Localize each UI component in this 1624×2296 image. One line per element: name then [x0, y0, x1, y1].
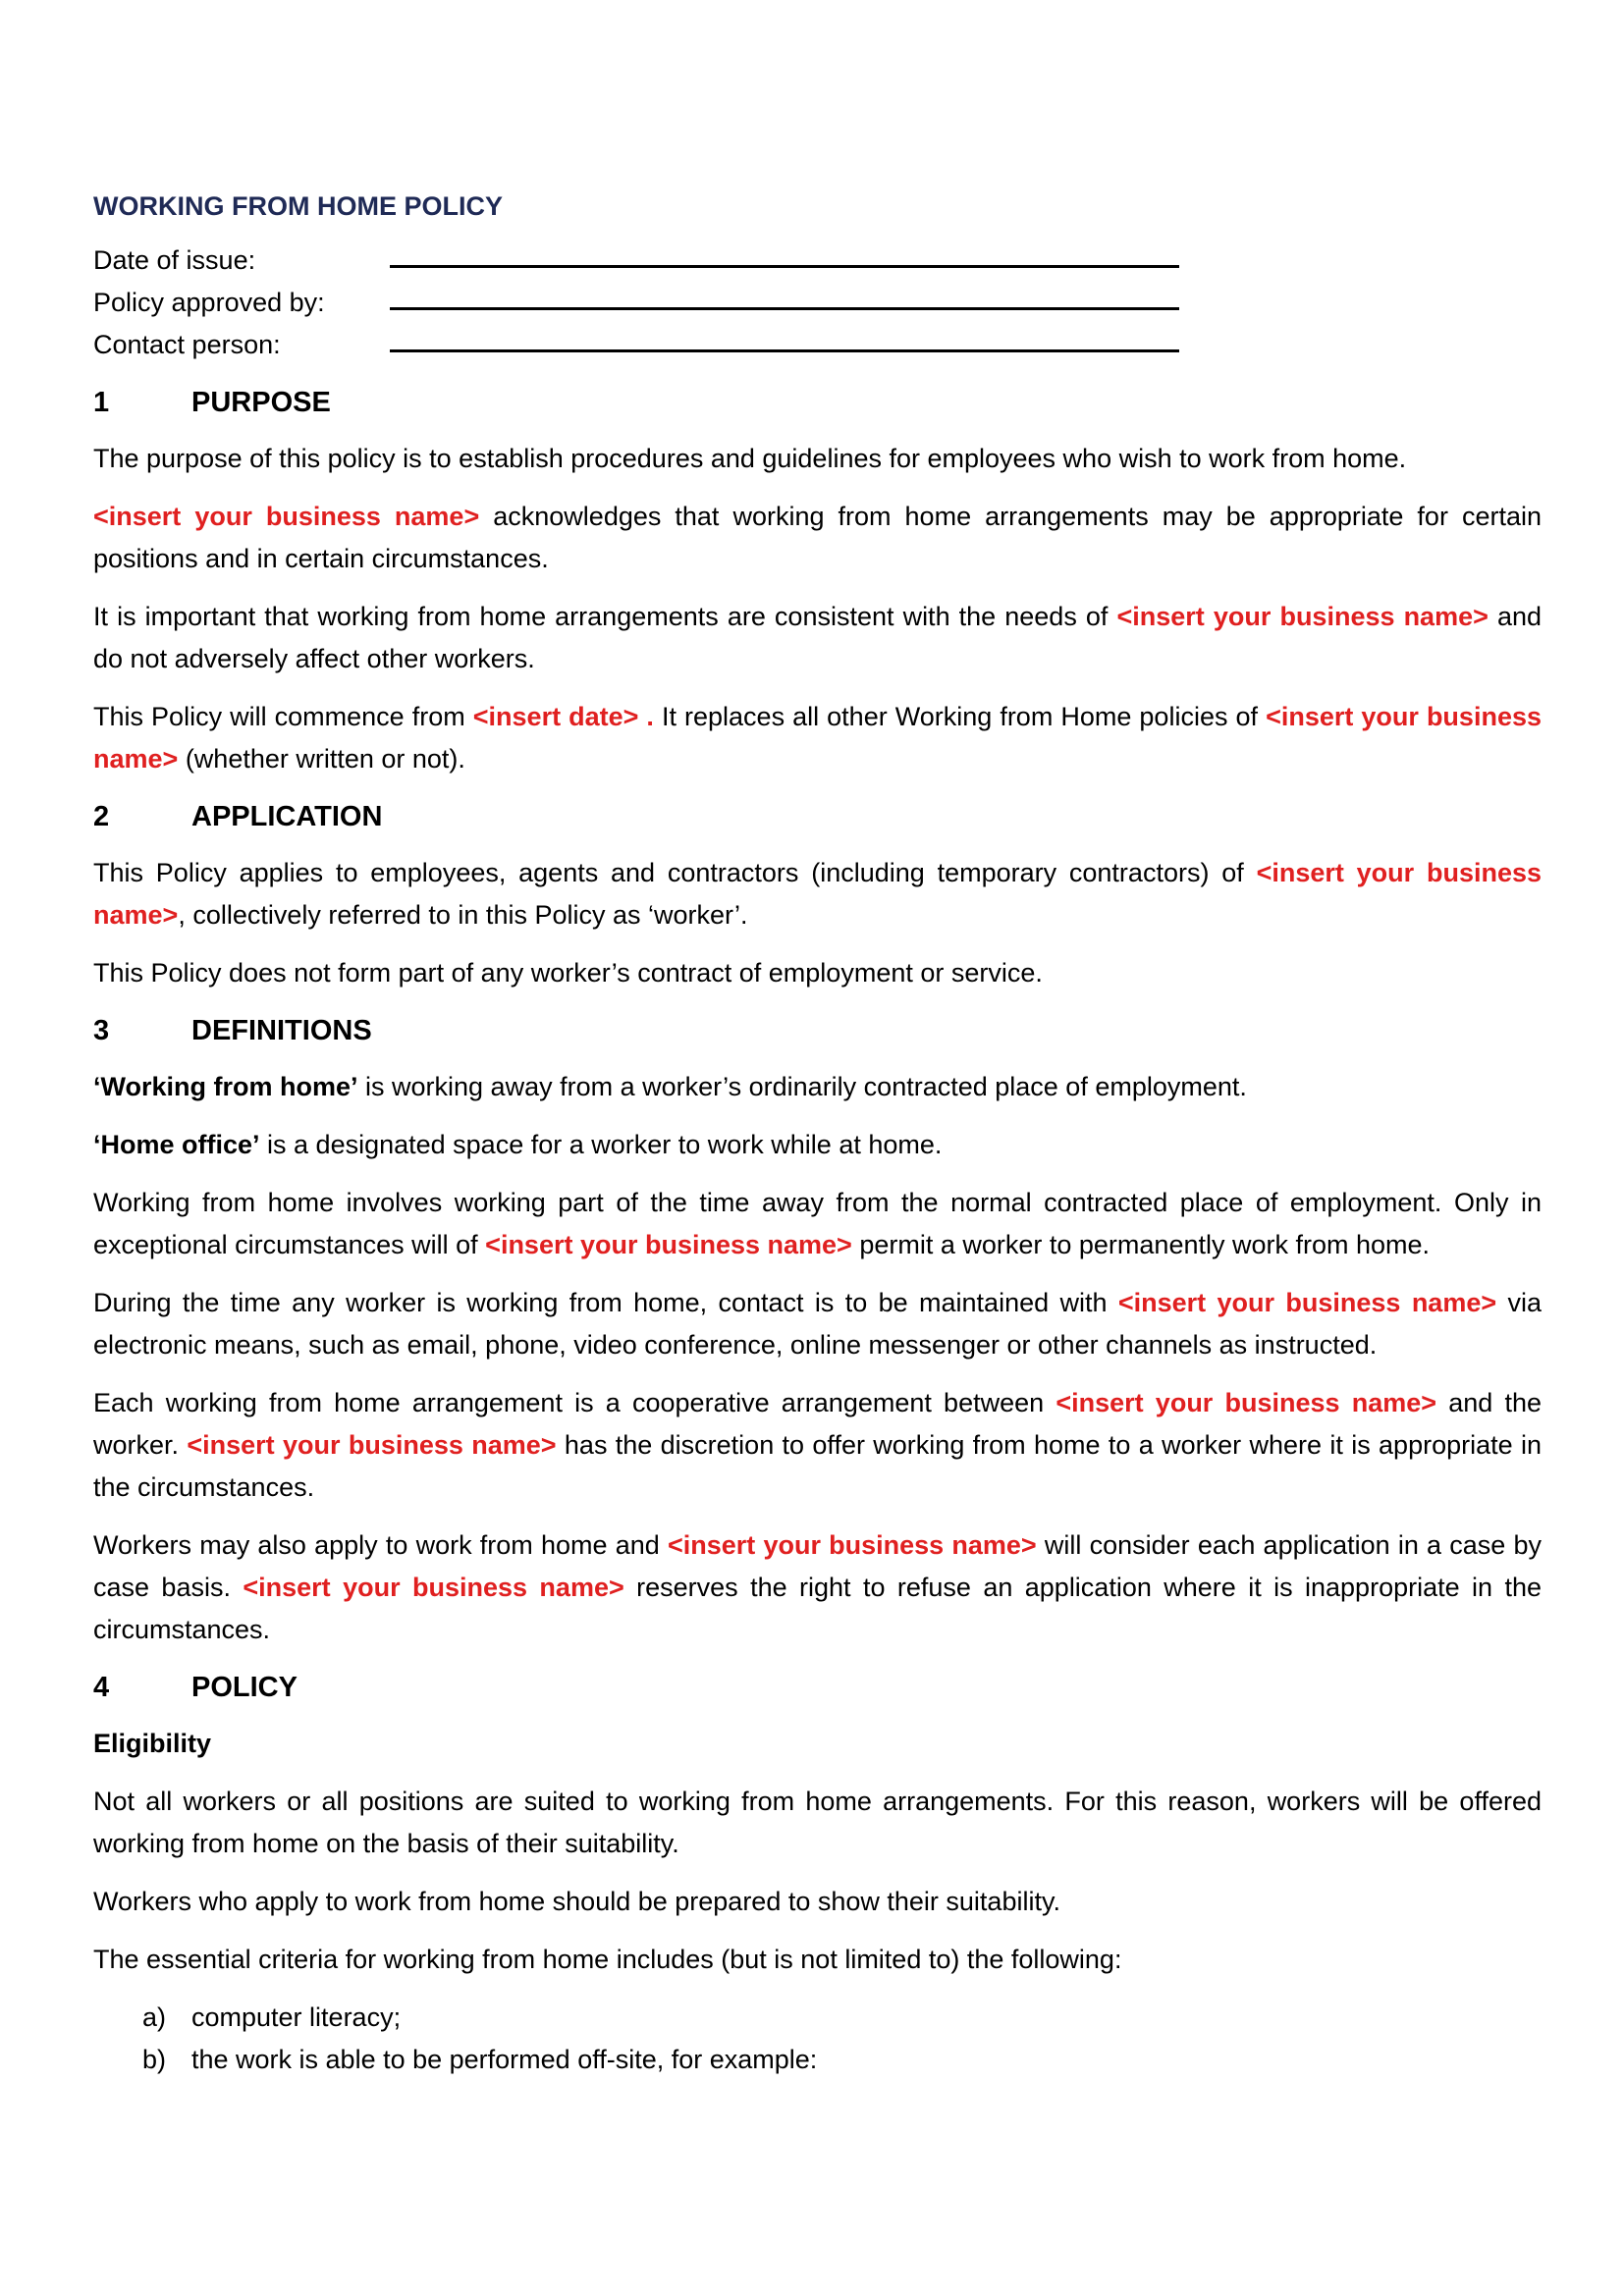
subheading-eligibility: Eligibility — [93, 1729, 212, 1758]
paragraph — [93, 1382, 1542, 1509]
text-run: During the time any worker is working from home, contact is to be maintained with — [93, 1288, 1118, 1317]
date-of-issue-line[interactable] — [390, 265, 1179, 268]
section-number: 4 — [93, 1672, 110, 1703]
placeholder-date: <insert date> . — [472, 702, 654, 731]
text-run: and the worker. — [93, 1388, 1542, 1460]
defined-term: ‘Home office’ — [93, 1130, 260, 1159]
paragraph: Not all workers or all positions are suited to working from home arrangements. For this reason, workers will be offered working from home on the basis of their suitability. — [93, 1787, 1542, 1858]
placeholder-business-name: <insert your business name> — [243, 1573, 624, 1602]
section-title: DEFINITIONS — [191, 1015, 372, 1046]
section-number: 2 — [93, 801, 110, 832]
paragraph: Workers who apply to work from home should be prepared to show their suitability. — [93, 1887, 1060, 1916]
placeholder-business-name: <insert your business name> — [667, 1530, 1037, 1560]
list-item-text: computer literacy; — [191, 2002, 402, 2032]
paragraph — [93, 596, 1542, 680]
paragraph — [93, 496, 1542, 580]
criteria-list — [93, 1997, 1542, 2081]
text-run: This Policy applies to employees, agents and contractors (including temporary contractors) of — [93, 858, 1257, 887]
placeholder-business-name: <insert your business name> — [1056, 1388, 1437, 1417]
text-run: has the discretion to offer working from home to a worker where it is appropriate in the circumstances. — [93, 1430, 1542, 1502]
text-run: This Policy will commence from — [93, 702, 473, 731]
placeholder-business-name: <insert your business name> — [93, 702, 1542, 774]
text-run: permit a worker to permanently work from home. — [851, 1230, 1431, 1259]
list-marker: a) — [142, 2002, 167, 2032]
paragraph: The essential criteria for working from home includes (but is not limited to) the following: — [93, 1945, 1122, 1974]
section-title: POLICY — [191, 1672, 298, 1703]
approved-by-row — [93, 282, 1542, 324]
paragraph — [93, 852, 1542, 936]
text-run: Working from home involves working part of the time away from the normal contracted place of employment. Only in exceptional circumstances will of — [93, 1188, 1542, 1259]
defined-term: ‘Working from home’ — [93, 1072, 358, 1101]
section-title: PURPOSE — [191, 387, 331, 418]
section-number: 3 — [93, 1015, 110, 1046]
text-run: will consider each application in a case by case basis. — [93, 1530, 1542, 1602]
text-run: and do not adversely affect other workers. — [93, 602, 1542, 673]
placeholder-business-name: <insert your business name> — [93, 858, 1542, 930]
field-label: Policy approved by: — [93, 288, 325, 317]
text-run: (whether written or not). — [178, 744, 465, 774]
placeholder-business-name: <insert your business name> — [485, 1230, 852, 1259]
date-of-issue-row — [93, 240, 1542, 282]
list-item — [93, 1997, 1542, 2039]
paragraph — [93, 1282, 1542, 1366]
text-run: Each working from home arrangement is a cooperative arrangement between — [93, 1388, 1056, 1417]
paragraph — [93, 696, 1542, 780]
field-label: Contact person: — [93, 330, 281, 359]
contact-person-row — [93, 324, 1542, 366]
approved-by-line[interactable] — [390, 307, 1179, 310]
placeholder-business-name: <insert your business name> — [93, 502, 480, 531]
section-heading-definitions — [93, 1010, 1542, 1052]
text-run: , collectively referred to in this Policy as ‘worker’. — [178, 900, 748, 930]
paragraph: The purpose of this policy is to establish procedures and guidelines for employees who wish to work from home. — [93, 444, 1407, 473]
placeholder-business-name: <insert your business name> — [187, 1430, 557, 1460]
paragraph — [93, 1524, 1542, 1651]
list-marker: b) — [142, 2045, 167, 2074]
text-run: acknowledges that working from home arrangements may be appropriate for certain positions and in certain circumstances. — [93, 502, 1543, 573]
section-title: APPLICATION — [191, 801, 383, 832]
section-number: 1 — [93, 387, 110, 418]
section-heading-purpose — [93, 382, 1542, 424]
text-run: It is important that working from home arrangements are consistent with the needs of — [93, 602, 1117, 631]
paragraph: This Policy does not form part of any worker’s contract of employment or service. — [93, 958, 1043, 988]
definition-home-office — [93, 1124, 1542, 1166]
header-fields — [93, 240, 1542, 366]
text-run: Workers may also apply to work from home and — [93, 1530, 668, 1560]
contact-person-line[interactable] — [390, 349, 1179, 352]
text-run: is a designated space for a worker to work while at home. — [259, 1130, 943, 1159]
list-item-text: the work is able to be performed off-site, for example: — [191, 2045, 818, 2074]
list-item — [93, 2039, 1542, 2081]
placeholder-business-name: <insert your business name> — [1116, 602, 1489, 631]
section-heading-policy — [93, 1667, 1542, 1709]
field-label: Date of issue: — [93, 245, 256, 275]
text-run: is working away from a worker’s ordinarily contracted place of employment. — [357, 1072, 1247, 1101]
text-run: reserves the right to refuse an application where it is inappropriate in the circumstances. — [93, 1573, 1542, 1644]
paragraph — [93, 1182, 1542, 1266]
definition-working-from-home — [93, 1066, 1542, 1108]
section-heading-application — [93, 796, 1542, 838]
document-title: WORKING FROM HOME POLICY — [93, 191, 503, 221]
placeholder-business-name: <insert your business name> — [1117, 1288, 1497, 1317]
text-run: via electronic means, such as email, phone, video conference, online messenger or other channels as instructed. — [93, 1288, 1543, 1360]
document-page — [93, 187, 1542, 2081]
text-run: It replaces all other Working from Home policies of — [653, 702, 1267, 731]
